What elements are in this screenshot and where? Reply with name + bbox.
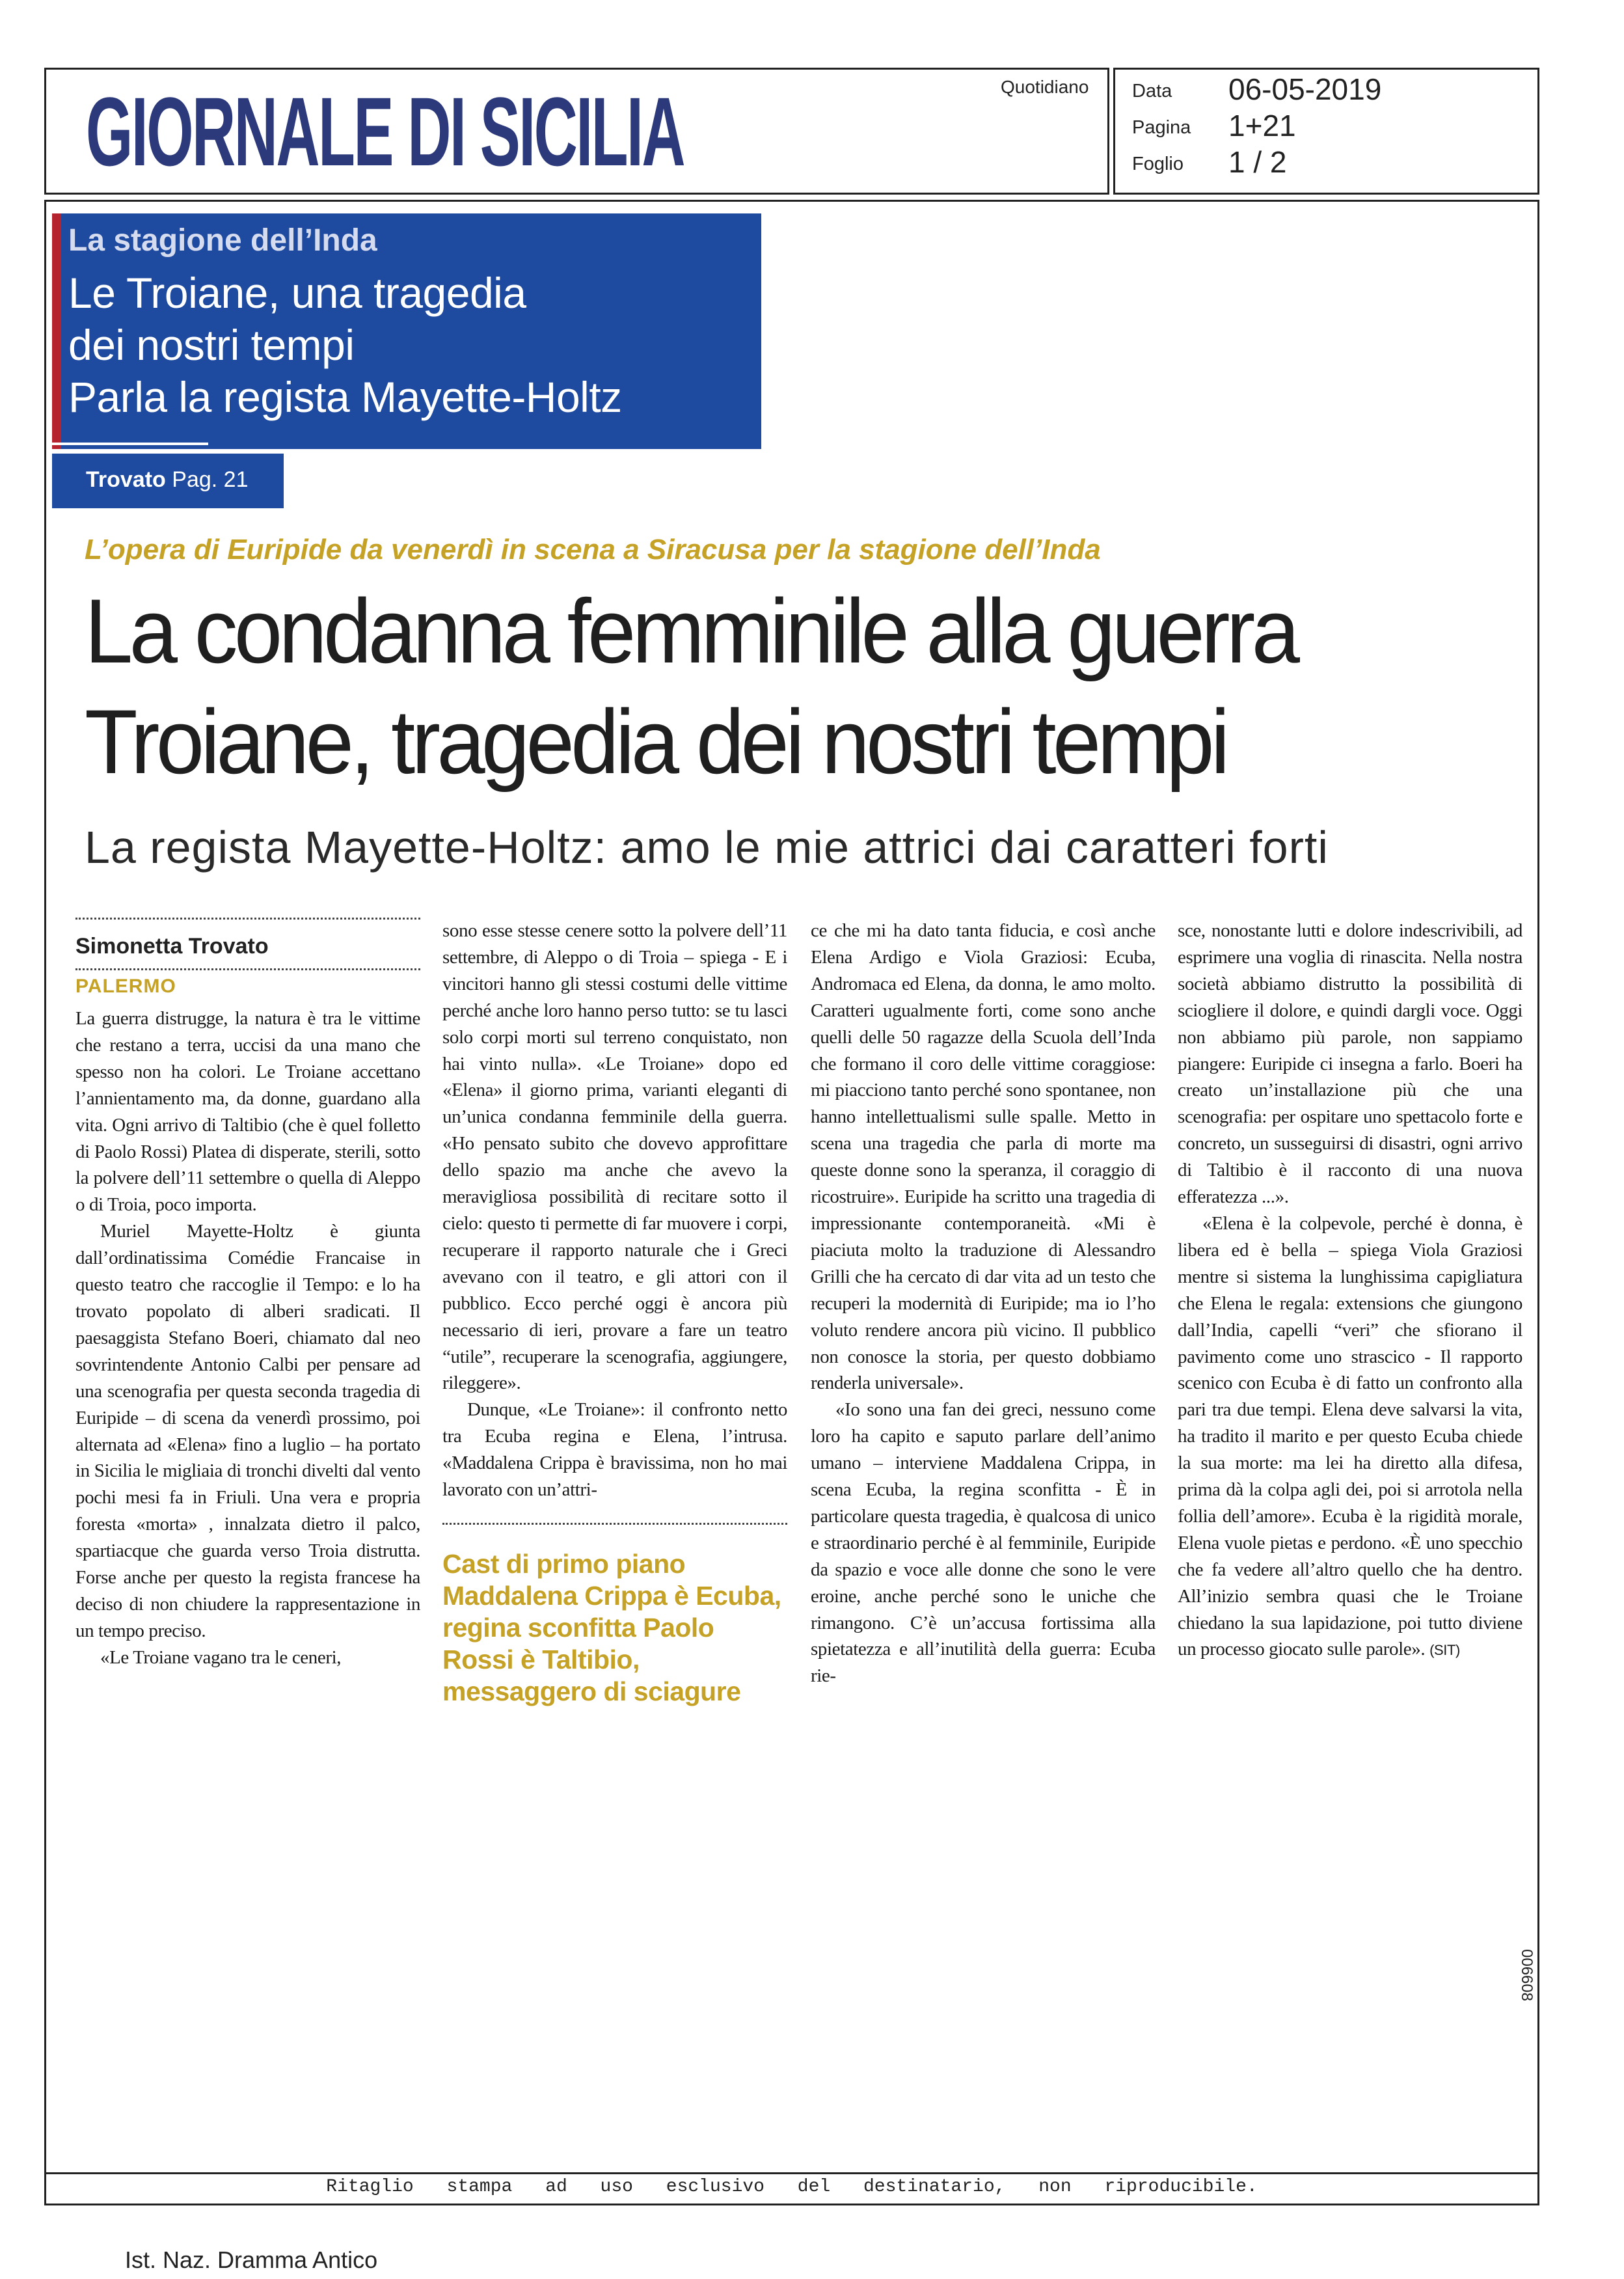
article-column-4 (1178, 918, 1522, 1664)
teaser-ref-page: Pag. 21 (172, 467, 249, 492)
teaser-line-1: Le Troiane, una tragedia (68, 269, 526, 317)
clipping-source: Ist. Naz. Dramma Antico (125, 2246, 378, 2273)
paragraph: La guerra distrugge, la natura è tra le vittime che restano a terra, uccisi da una mano che spesso non ha colori. Le Troiane accettano l’annientamento ma, da donne, guardano alla vita. Ogni arrivo di Taltibio (che è quel folletto di Paolo Rossi) Platea di disperate, sterili, sotto la polvere dell’11 settembre o quella di Aleppo o di Troia, poco importa. (75, 1008, 420, 1216)
paragraph-text: «Elena è la colpevole, perché è donna, è libera ed è bella – spiega Viola Graziosi mentre si sistema la lunghissima capigliatura che Elena le regala: extensions che giungono dall’India, capelli “veri” che sfiorano il pavimento come uno strascico - Il rapporto scenico con Ecuba è di fatto un confronto alla pari tra due tempi. Elena deve salvarsi la vita, ha tradito il marito e per questo Ecuba chiede la sua morte: ma lei ha diretto alla difesa, prima dà la colpa agli dei, poi si arrotola nella follia dell’amore». Ecuba è la rigidità morale, Elena vuole pietas e perdono. «È uno specchio che fa vedere all’altro quello che ha dentro. All’inizio sembra quasi che le Troiane chiedano la sua lapidazione, poi tutto diviene un processo giocato sulle parole». (1178, 1212, 1522, 1660)
teaser-kicker: La stagione dell’Inda (68, 223, 377, 258)
article-column-3 (811, 918, 1156, 1689)
pullquote-rule (442, 1523, 787, 1525)
paragraph: Dunque, «Le Troiane»: il confronto netto tra Ecuba regina e Elena, l’intrusa. «Maddalena Crippa è bravissima, non ho mai lavorato con un’attri- (442, 1399, 787, 1501)
paragraph: Muriel Mayette-Holtz è giunta dall’ordinatissima Comédie Francaise in questo teatro che raccoglie il Tempo: e lo ha trovato popolato di alberi sradicati. Il paesaggista Stefano Boeri, chiamato dal neo sovrintendente Antonio Calbi per pensare ad una scenografia per questa seconda tragedia di Euripide – di scena da venerdì prossimo, poi alternata ad «Elena» fino a luglio – ha portato in Sicilia le migliaia di tronchi divelti dal vento pochi mesi fa in Friuli. Una vera e propria foresta «morta» , innalzata dietro il palco, spartiacque che guarda verso Troia distrutta. Forse anche per questo la regista francese ha deciso di non chiudere la rappresentazione in un tempo preciso. (75, 1221, 420, 1641)
meta-value-sheet: 1 / 2 (1228, 145, 1287, 179)
article-dateline: PALERMO (75, 976, 176, 997)
meta-value-date: 06-05-2019 (1228, 72, 1382, 106)
paragraph: «Io sono una fan dei greci, nessuno come loro ha capito e saputo parlare dell’animo umano – interviene Maddalena Crippa, in scena Ecuba, la regina sconfitta - È in particolare questa tragedia, è qualcosa di unico e straordinario perché è al femminile, Euripide da spazio e voce alle donne che sono le vere eroine, anche perché sono le uniche che rimangono. C’è un’accusa fortissima alla spietatezza e all’inutilità della guerra: Ecuba rie- (811, 1399, 1156, 1687)
footer-notice: Ritaglio stampa ad uso esclusivo del destinatario, non riproducibile. (326, 2177, 1258, 2197)
paragraph (1178, 1210, 1522, 1664)
teaser-page-ref (86, 467, 248, 493)
byline-rule (75, 918, 420, 920)
meta-label-date: Data (1132, 81, 1172, 102)
document-number: 006608 (1518, 1949, 1536, 2002)
pullquote: Cast di primo piano Maddalena Crippa è Ecuba, regina sconfitta Paolo Rossi è Taltibio, messaggero di sciagure (442, 1548, 781, 1706)
byline-rule-bottom (75, 968, 420, 970)
publication-type: Quotidiano (1001, 77, 1089, 97)
article-signature: (SIT) (1429, 1642, 1460, 1659)
paragraph: sce, nonostante lutti e dolore indescrivibili, ad esprimere una voglia di rinascita. Nella nostra società abbiamo distrutto la possibilità di sciogliere il dolore, e quindi dargli voce. Oggi non abbiamo più parole, non sappiamo piangere: Euripide ci insegna a farlo. Boeri ha creato un’installazione più che una scenografia: per ospitare uno spettacolo forte e concreto, un susseguirsi di disastri, ogni arrivo di Taltibio è il racconto di una nuova efferatezza ...». (1178, 920, 1522, 1208)
teaser-divider (52, 443, 208, 445)
article-kicker: L’opera di Euripide da venerdì in scena a Siracusa per la stagione dell’Inda (85, 534, 1101, 566)
meta-label-page: Pagina (1132, 117, 1191, 138)
footer-divider (44, 2172, 1539, 2174)
article-column-2 (442, 918, 787, 1708)
paragraph: sono esse stesse cenere sotto la polvere dell’11 settembre, di Aleppo o di Troia – spiega - E i vincitori hanno gli stessi costumi delle vittime perché anche loro hanno perso tutto: se tu lasci solo corpi morti sul terreno conquistato, non hai vinto nulla». «Le Troiane» dopo ed «Elena» il giorno prima, varianti eleganti di un’unica condanna femminile della guerra. «Ho pensato subito che dovevo approfittare dello spazio ma anche che avevo la meravigliosa possibilità di recitare sotto il cielo: questo ti permette di far muovere i corpi, recuperare il rapporto naturale che i Greci avevano con il teatro, e gli attori con il pubblico. Ecco perché oggi è ancora più necessario di ieri, provare a fare un teatro “utile”, recuperare la scenografia, aggiungere, rileggere». (442, 920, 787, 1394)
masthead-title: GIORNALE DI SICILIA (86, 77, 684, 186)
meta-label-sheet: Foglio (1132, 154, 1184, 174)
article-author: Simonetta Trovato (75, 934, 269, 959)
teaser-photo-strip (52, 213, 61, 449)
meta-value-page: 1+21 (1228, 109, 1296, 143)
teaser-ref-author: Trovato (86, 467, 166, 492)
paragraph: ce che mi ha dato tanta fiducia, e così anche Elena Ardigo e Viola Graziosi: Ecuba, Andromaca ed Elena, da donna, le amo molto. Caratteri ugualmente forti, come sono anche quelli delle 50 ragazze della Scuola dell’Inda che formano il coro delle vittime coraggiose: mi piacciono tanto perché sono spontanee, non hanno intellettualismi sulle spalle. Metto in scena una tragedia che parla di morte ma queste donne sono la speranza, il coraggio di ricostruire». Euripide ha scritto una tragedia di impressionante contemporaneità. «Mi è piaciuta molto la traduzione di Alessandro Grilli che ha cercato di dar vita ad un testo che recuperi la modernità di Euripide; ma io l’ho voluto rendere ancora più vicino. Il pubblico non conosce la storia, per questo dobbiamo renderla universale». (811, 920, 1156, 1394)
headline-line-2: Troiane, tragedia dei nostri tempi (85, 690, 1226, 793)
article-subhead: La regista Mayette-Holtz: amo le mie attrici dai caratteri forti (85, 822, 1329, 873)
article-column-1 (75, 918, 420, 1671)
headline-line-1: La condanna femminile alla guerra (85, 580, 1297, 682)
paragraph: «Le Troiane vagano tra le ceneri, (100, 1646, 342, 1668)
teaser-line-2: dei nostri tempi (68, 321, 355, 369)
teaser-line-3: Parla la regista Mayette-Holtz (68, 373, 622, 421)
